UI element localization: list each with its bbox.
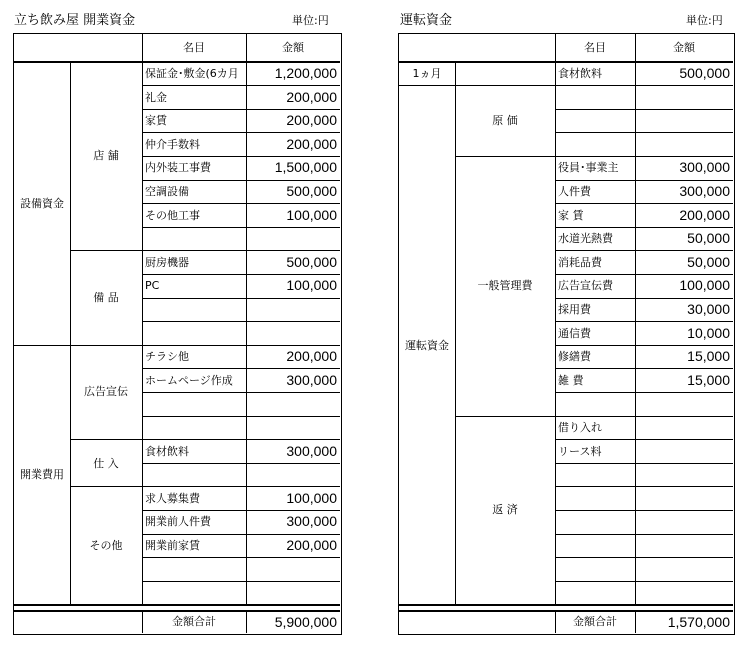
item-amount: 1,200,000 — [274, 65, 337, 81]
item-name: PC — [145, 279, 160, 293]
item-amount — [246, 298, 337, 322]
subgroup-label: 広告宣伝 — [84, 385, 128, 399]
item-amount: 300,000 — [286, 442, 337, 459]
subgroup-label: 仕 入 — [93, 456, 119, 470]
item-amount — [635, 440, 730, 464]
item-name: 仲介手数料 — [145, 137, 200, 151]
item-name: 厨房機器 — [145, 255, 189, 269]
header-name: 名目 — [584, 41, 606, 54]
item-amount — [635, 133, 730, 157]
item-name: 消耗品費 — [558, 255, 602, 269]
item-amount: 100,000 — [286, 277, 337, 294]
item-name — [145, 416, 245, 440]
item-amount: 15,000 — [687, 371, 730, 388]
item-amount — [635, 86, 730, 110]
item-name: その他工事 — [145, 208, 200, 222]
item-amount — [635, 416, 730, 440]
item-name: ホームページ作成 — [145, 373, 233, 387]
subgroup-label: 原 価 — [492, 113, 518, 127]
subgroup-label: 備 品 — [93, 290, 119, 304]
item-name — [145, 392, 245, 416]
item-name: 広告宣伝費 — [558, 279, 613, 293]
item-amount: 50,000 — [687, 230, 730, 247]
item-name — [558, 86, 634, 110]
item-amount — [635, 463, 730, 487]
item-name: リース料 — [558, 444, 602, 458]
group-label: 設備資金 — [20, 197, 64, 210]
item-amount: 200,000 — [679, 206, 730, 223]
header-name: 名目 — [183, 41, 205, 54]
left-title: 立ち飲み屋 開業資金 — [14, 13, 136, 28]
item-amount: 500,000 — [286, 253, 337, 270]
header-amount: 金額 — [282, 41, 304, 54]
item-name: 修繕費 — [558, 350, 591, 364]
item-name — [145, 322, 245, 346]
right-unit: 単位:円 — [686, 14, 723, 27]
subgroup-label: 店 舗 — [93, 149, 119, 162]
item-amount — [635, 510, 730, 534]
item-amount — [246, 392, 337, 416]
item-name — [558, 109, 634, 133]
item-name — [558, 133, 634, 157]
item-name — [145, 558, 245, 582]
item-name: 食材飲料 — [145, 444, 189, 458]
total-label: 金額合計 — [573, 614, 617, 628]
item-name: 礼金 — [145, 90, 167, 104]
item-name — [558, 392, 634, 416]
item-amount: 300,000 — [679, 159, 730, 176]
item-name: 借り入れ — [558, 421, 602, 434]
item-amount: 200,000 — [286, 88, 337, 105]
grid-line — [14, 604, 340, 606]
item-amount: 100,000 — [286, 206, 337, 223]
item-name: 求人募集費 — [145, 491, 200, 505]
subgroup-label: その他 — [89, 538, 123, 552]
item-name: 保証金･敷金(6カ月 — [145, 67, 239, 80]
item-amount: 100,000 — [679, 277, 730, 294]
item-name: 開業前人件費 — [145, 515, 211, 529]
item-name — [145, 581, 245, 605]
grid-line — [70, 62, 71, 345]
item-name: 通信費 — [558, 326, 591, 340]
grid-line — [455, 86, 456, 605]
item-amount — [246, 581, 337, 605]
total-amount: 1,570,000 — [667, 613, 730, 630]
item-amount — [246, 227, 337, 251]
item-amount: 300,000 — [679, 183, 730, 199]
total-label: 金額合計 — [172, 614, 216, 628]
item-name — [145, 298, 245, 322]
item-amount — [635, 487, 730, 511]
item-name: チラシ他 — [145, 350, 189, 364]
item-amount — [635, 109, 730, 133]
subgroup-label: 返 済 — [492, 503, 518, 516]
item-amount — [635, 392, 730, 416]
operating-funds-table — [398, 33, 735, 635]
item-name: 雑 費 — [558, 373, 584, 387]
item-name: 開業前家賃 — [145, 539, 200, 552]
item-amount: 300,000 — [286, 513, 337, 530]
grid-line — [70, 345, 71, 605]
item-name: 食材飲料 — [558, 67, 602, 80]
item-amount: 15,000 — [687, 348, 730, 365]
subgroup-label: 一般管理費 — [477, 279, 533, 293]
opening-funds-table — [13, 33, 342, 635]
item-name: 人件費 — [558, 185, 591, 198]
right-title: 運転資金 — [400, 13, 453, 28]
item-amount: 200,000 — [286, 135, 337, 152]
item-name — [558, 558, 634, 582]
item-name — [145, 463, 245, 487]
grid-line — [455, 62, 456, 86]
item-amount — [635, 581, 730, 605]
item-amount: 1,500,000 — [274, 159, 337, 176]
item-name: 家賃 — [145, 114, 167, 128]
item-amount: 10,000 — [687, 324, 730, 341]
left-unit: 単位:円 — [292, 14, 329, 27]
item-amount: 300,000 — [286, 371, 337, 388]
item-name — [558, 463, 634, 487]
total-amount: 5,900,000 — [274, 613, 337, 630]
item-name — [558, 534, 634, 558]
item-name — [145, 227, 245, 251]
item-amount — [246, 463, 337, 487]
item-amount — [635, 534, 730, 558]
item-amount — [246, 558, 337, 582]
item-name — [558, 487, 634, 511]
grid-line — [399, 604, 733, 606]
item-amount: 200,000 — [286, 348, 337, 365]
item-amount — [246, 416, 337, 440]
item-amount: 50,000 — [687, 253, 730, 270]
item-amount: 500,000 — [679, 65, 730, 81]
item-name: 内外装工事費 — [145, 161, 211, 175]
item-amount: 500,000 — [286, 183, 337, 199]
item-name — [558, 581, 634, 605]
item-amount — [246, 322, 337, 346]
group-label: 1ヵ月 — [412, 67, 442, 80]
item-name: 役員･事業主 — [558, 161, 619, 175]
item-amount — [635, 558, 730, 582]
header-amount: 金額 — [673, 41, 695, 54]
item-name: 家 賃 — [558, 208, 584, 222]
item-amount: 100,000 — [286, 489, 337, 506]
item-name: 採用費 — [558, 303, 591, 316]
item-amount: 30,000 — [687, 301, 730, 317]
item-name: 空調設備 — [145, 185, 189, 198]
item-name: 水道光熱費 — [558, 232, 613, 246]
group-label: 運転資金 — [405, 338, 449, 352]
group-label: 開業費用 — [20, 468, 64, 482]
item-amount: 200,000 — [286, 112, 337, 129]
item-amount: 200,000 — [286, 537, 337, 553]
item-name — [558, 510, 634, 534]
